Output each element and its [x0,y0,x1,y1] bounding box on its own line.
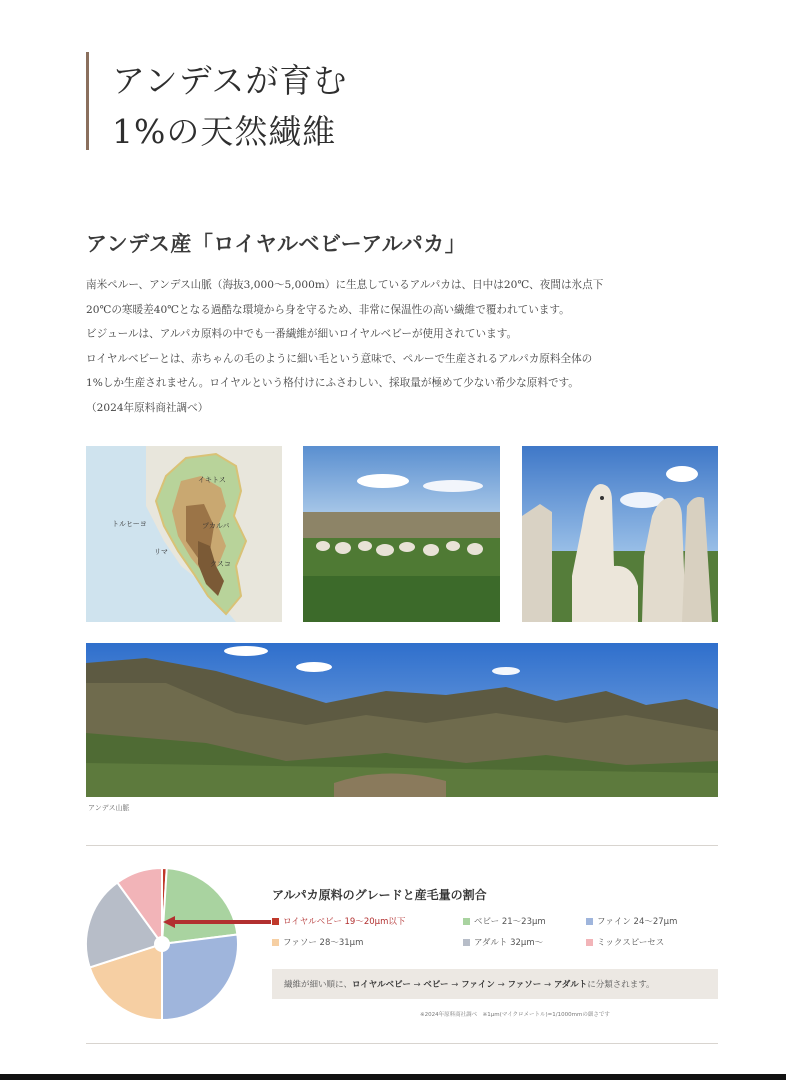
bottom-edge [0,1074,786,1080]
body-line: 20℃の寒暖差40℃となる過酷な環境から身を守るため、非常に保温性の高い繊維で覆われています。 [86,303,570,316]
legend-baby [463,915,546,927]
legend-label: ロイヤルベビー 19～20μm以下 [283,917,406,927]
grade-order-note [272,969,718,999]
body-line: ロイヤルベビーとは、赤ちゃんの毛のように細い毛という意味で、ペルーで生産されるアルパカ原料全体の [86,352,593,365]
legend-swatch [463,939,470,946]
body-line: （2024年原料商社調べ） [86,401,209,414]
subheading: アンデス産「ロイヤルベビーアルパカ」 [86,231,467,256]
legend-label: ファソー 28～31μm [283,938,364,948]
legend-label: ミックスピーセス [597,938,665,948]
body-line: ビジュールは、アルパカ原料の中でも一番繊維が細いロイヤルベビーが使用されています。 [86,328,518,340]
legend-swatch [272,918,279,925]
note-grade: ファソー [507,980,542,990]
note-arrow: → [410,980,424,990]
legend-adult [463,936,543,948]
divider [86,845,718,846]
note-arrow: → [541,980,554,990]
note-suffix: に分類されます。 [587,980,655,990]
note-prefix: 繊維が細い順に、 [284,980,353,990]
note-arrow: → [494,980,508,990]
map-label-lima: リマ [154,548,168,556]
legend-royal-baby [272,915,405,927]
grade-pie-chart [82,862,242,1026]
divider [86,1043,718,1044]
photo-caption: アンデス山脈 [88,804,130,812]
legend-fasoe [272,936,363,948]
legend-swatch [586,939,593,946]
legend-swatch [463,918,470,925]
alpaca-closeup-photo [522,446,718,622]
map-label-trujillo: トルヒーヨ [112,520,147,528]
legend-fine [586,915,677,927]
map-label-iquitos: イキトス [198,476,226,484]
title-accent-bar [86,52,89,150]
legend-label: アダルト 32μm～ [474,938,544,948]
pie-slice-1 [162,868,237,944]
legend-label: ベビー 21～23μm [474,917,546,927]
legend-swatch [586,918,593,925]
note-arrow: → [448,980,462,990]
map-label-pucallpa: プカルパ [202,522,230,530]
andes-mountains-photo [86,643,718,797]
pie-center-hole [154,936,170,952]
body-line: 南米ペルー、アンデス山脈（海抜3,000～5,000m）に生息しているアルパカは、日中は20℃、夜間は氷点下 [86,279,604,291]
pie-slice-2 [162,934,238,1020]
royal-baby-arrow [163,914,271,930]
peru-map-image [86,446,282,622]
note-grade: ベビー [423,980,449,990]
body-line: 1%しか生産されません。ロイヤルという格付けにふさわしい、採取量が極めて少ない希少な原料です。 [86,377,579,389]
heading-line-2: 1%の天然繊維 [112,112,337,151]
legend-mix [586,936,664,948]
heading-line-1: アンデスが育む [112,61,348,100]
note-grade: ロイヤルベビー [352,980,411,990]
alpaca-herd-photo [303,446,500,622]
chart-footnote: ※2024年原料商社調べ ※1μm(マイクロメートル)=1/1000mmの細さです [420,1012,610,1018]
note-grade: アダルト [553,980,588,990]
note-grade: ファイン [461,980,495,990]
map-label-cusco: クスコ [210,560,231,568]
body-paragraph [86,273,718,420]
chart-title: アルパカ原料のグレードと産毛量の割合 [272,888,487,902]
legend-swatch [272,939,279,946]
legend-label: ファイン 24～27μm [597,917,678,927]
